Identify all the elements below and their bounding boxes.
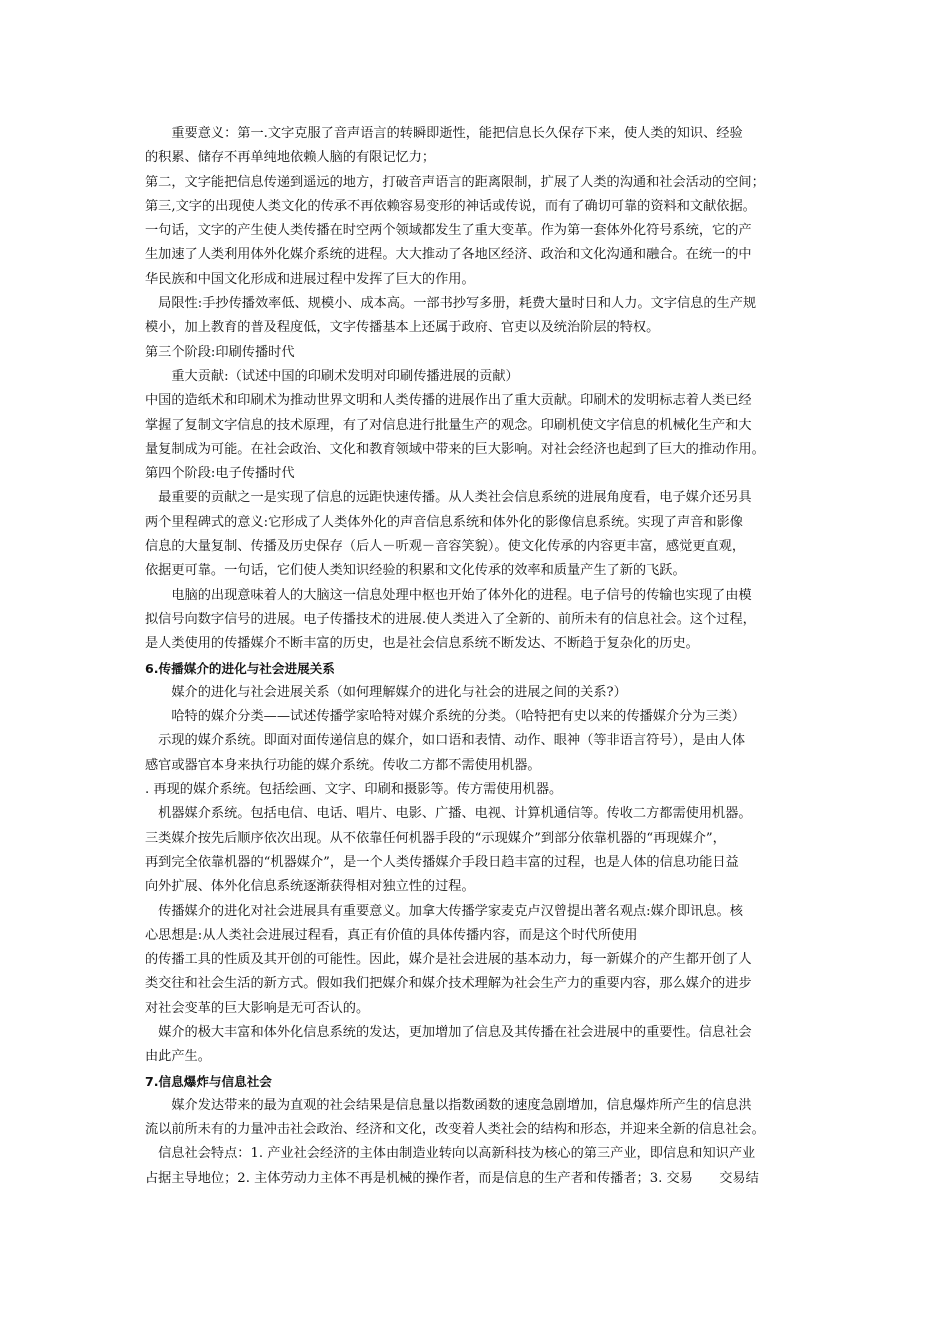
paragraph-line: 机器媒介系统。包括电信、电话、唱片、电影、广播、电视、计算机通信等。传收二方都需使用机器。 bbox=[145, 806, 752, 822]
paragraph-line: 的积累、储存不再单纯地依赖人脑的有限记忆力； bbox=[145, 150, 436, 166]
paragraph-line: 再到完全依靠机器的“机器媒介”，是一个人类传播媒介手段日趋丰富的过程，也是人体的信息功能日益 bbox=[145, 854, 739, 870]
paragraph-line: 模小，加上教育的普及程度低，文字传播基本上还属于政府、官吏以及统治阶层的特权。 bbox=[145, 320, 660, 336]
paragraph-line: 媒介的极大丰富和体外化信息系统的发达，更加增加了信息及其传播在社会进展中的重要性。信息社会 bbox=[145, 1024, 752, 1040]
paragraph-line: 掌握了复制文字信息的技术原理，有了对信息进行批量生产的观念。印刷机使文字信息的机械化生产和大 bbox=[145, 417, 752, 433]
paragraph-line: 量复制成为可能。在社会政治、文化和教育领域中带来的巨大影响。对社会经济也起到了巨大的推动作用。 bbox=[145, 441, 765, 457]
paragraph-line: 的传播工具的性质及其开创的可能性。因此，媒介是社会进展的基本动力，每一新媒介的产生都开创了人 bbox=[145, 952, 752, 968]
paragraph-line: 两个里程碑式的意义:它形成了人类体外化的声音信息系统和体外化的影像信息系统。实现了声音和影像 bbox=[145, 514, 743, 530]
paragraph-line: 信息的大量复制、传播及历史保存（后人－听观－音容笑貌）。使文化传承的内容更丰富，感觉更直观， bbox=[145, 539, 746, 555]
paragraph-line: 对社会变革的巨大影响是无可否认的。 bbox=[145, 1000, 370, 1016]
paragraph-line: 心思想是:从人类社会进展过程看，真正有价值的具体传播内容，而是这个时代所使用 bbox=[145, 927, 638, 943]
section-heading: 7.信息爆炸与信息社会 bbox=[145, 1073, 272, 1089]
paragraph-line: 占据主导地位；2. 主体劳动力主体不再是机械的操作者，而是信息的生产者和传播者；3. 交易 交易结 bbox=[145, 1170, 759, 1186]
paragraph-line: 感官或器官本身来执行功能的媒介系统。传收二方都不需使用机器。 bbox=[145, 757, 541, 773]
paragraph-line: 第三,文字的出现使人类文化的传承不再依赖容易变形的神话或传说，而有了确切可靠的资料和文献依据。 bbox=[145, 198, 756, 214]
paragraph-line: 重要意义：第一.文字克服了音声语言的转瞬即逝性，能把信息长久保存下来，使人类的知识、经验 bbox=[145, 126, 743, 141]
paragraph-line: 依据更可靠。一句话，它们使人类知识经验的积累和文化传承的效率和质量产生了新的飞跃。 bbox=[145, 563, 686, 579]
stage-heading: 第四个阶段:电子传播时代 bbox=[145, 466, 295, 482]
paragraph-line: 类交往和社会生活的新方式。假如我们把媒介和媒介技术理解为社会生产力的重要内容，那么媒介的进步 bbox=[145, 976, 752, 992]
paragraph-line: 重大贡献:（试述中国的印刷术发明对印刷传播进展的贡献） bbox=[145, 368, 519, 384]
paragraph-line: 传播媒介的进化对社会进展具有重要意义。加拿大传播学家麦克卢汉曾提出著名观点:媒介即讯息。核 bbox=[145, 903, 743, 919]
paragraph-line: 是人类使用的传播媒介不断丰富的历史，也是社会信息系统不断发达、不断趋于复杂化的历史。 bbox=[145, 636, 699, 652]
paragraph-line: 向外扩展、体外化信息系统逐渐获得相对独立性的过程。 bbox=[145, 879, 475, 895]
paragraph-line: 一句话，文字的产生使人类传播在时空两个领域都发生了重大变革。作为第一套体外化符号系统，它的产 bbox=[145, 223, 752, 239]
paragraph-line: 示现的媒介系统。即面对面传递信息的媒介，如口语和表情、动作、眼神（等非语言符号），是由人体 bbox=[145, 733, 746, 749]
paragraph-line: 生加速了人类利用体外化媒介系统的进程。大大推动了各地区经济、政治和文化沟通和融合。在统一的中 bbox=[145, 247, 752, 263]
paragraph-line: 最重要的贡献之一是实现了信息的远距快速传播。从人类社会信息系统的进展角度看，电子媒介还另具 bbox=[145, 490, 752, 506]
paragraph-line: 三类媒介按先后顺序依次出现。从不依靠任何机器手段的“示现媒介”到部分依靠机器的“再现媒介”， bbox=[145, 830, 726, 846]
paragraph-line: 信息社会特点：1. 产业社会经济的主体由制造业转向以高新科技为核心的第三产业，即信息和知识产业 bbox=[145, 1146, 756, 1162]
paragraph-line: 局限性:手抄传播效率低、规模小、成本高。一部书抄写多册，耗费大量时日和人力。文字信息的生产规 bbox=[145, 296, 757, 312]
paragraph-line: 第二，文字能把信息传递到遥远的地方，打破音声语言的距离限制，扩展了人类的沟通和社会活动的空间； bbox=[145, 174, 765, 190]
paragraph-line: 拟信号向数字信号的进展。电子传播技术的进展.使人类进入了全新的、前所未有的信息社会。这个过程， bbox=[145, 611, 756, 627]
document-body bbox=[145, 122, 815, 1191]
paragraph-line: 哈特的媒介分类——试述传播学家哈特对媒介系统的分类。（哈特把有史以来的传播媒介分为三类） bbox=[145, 709, 746, 725]
section-heading: 6.传播媒介的进化与社会进展关系 bbox=[145, 660, 335, 676]
paragraph-line: . 再现的媒介系统。包括绘画、文字、印刷和摄影等。传方需使用机器。 bbox=[145, 782, 563, 798]
paragraph-line: 流以前所未有的力量冲击社会政治、经济和文化，改变着人类社会的结构和形态，并迎来全新的信息社会。 bbox=[145, 1122, 765, 1138]
paragraph-line: 华民族和中国文化形成和进展过程中发挥了巨大的作用。 bbox=[145, 271, 475, 287]
stage-heading: 第三个阶段:印刷传播时代 bbox=[145, 344, 295, 360]
paragraph-line: 中国的造纸术和印刷术为推动世界文明和人类传播的进展作出了重大贡献。印刷术的发明标志着人类已经 bbox=[145, 393, 752, 409]
paragraph-line: 由此产生。 bbox=[145, 1049, 211, 1065]
paragraph-line: 媒介发达带来的最为直观的社会结果是信息量以指数函数的速度急剧增加，信息爆炸所产生的信息洪 bbox=[145, 1097, 752, 1113]
paragraph-line: 电脑的出现意味着人的大脑这一信息处理中枢也开始了体外化的进程。电子信号的传输也实现了由模 bbox=[145, 587, 752, 603]
paragraph-line: 媒介的进化与社会进展关系（如何理解媒介的进化与社会的进展之间的关系?） bbox=[145, 684, 627, 700]
